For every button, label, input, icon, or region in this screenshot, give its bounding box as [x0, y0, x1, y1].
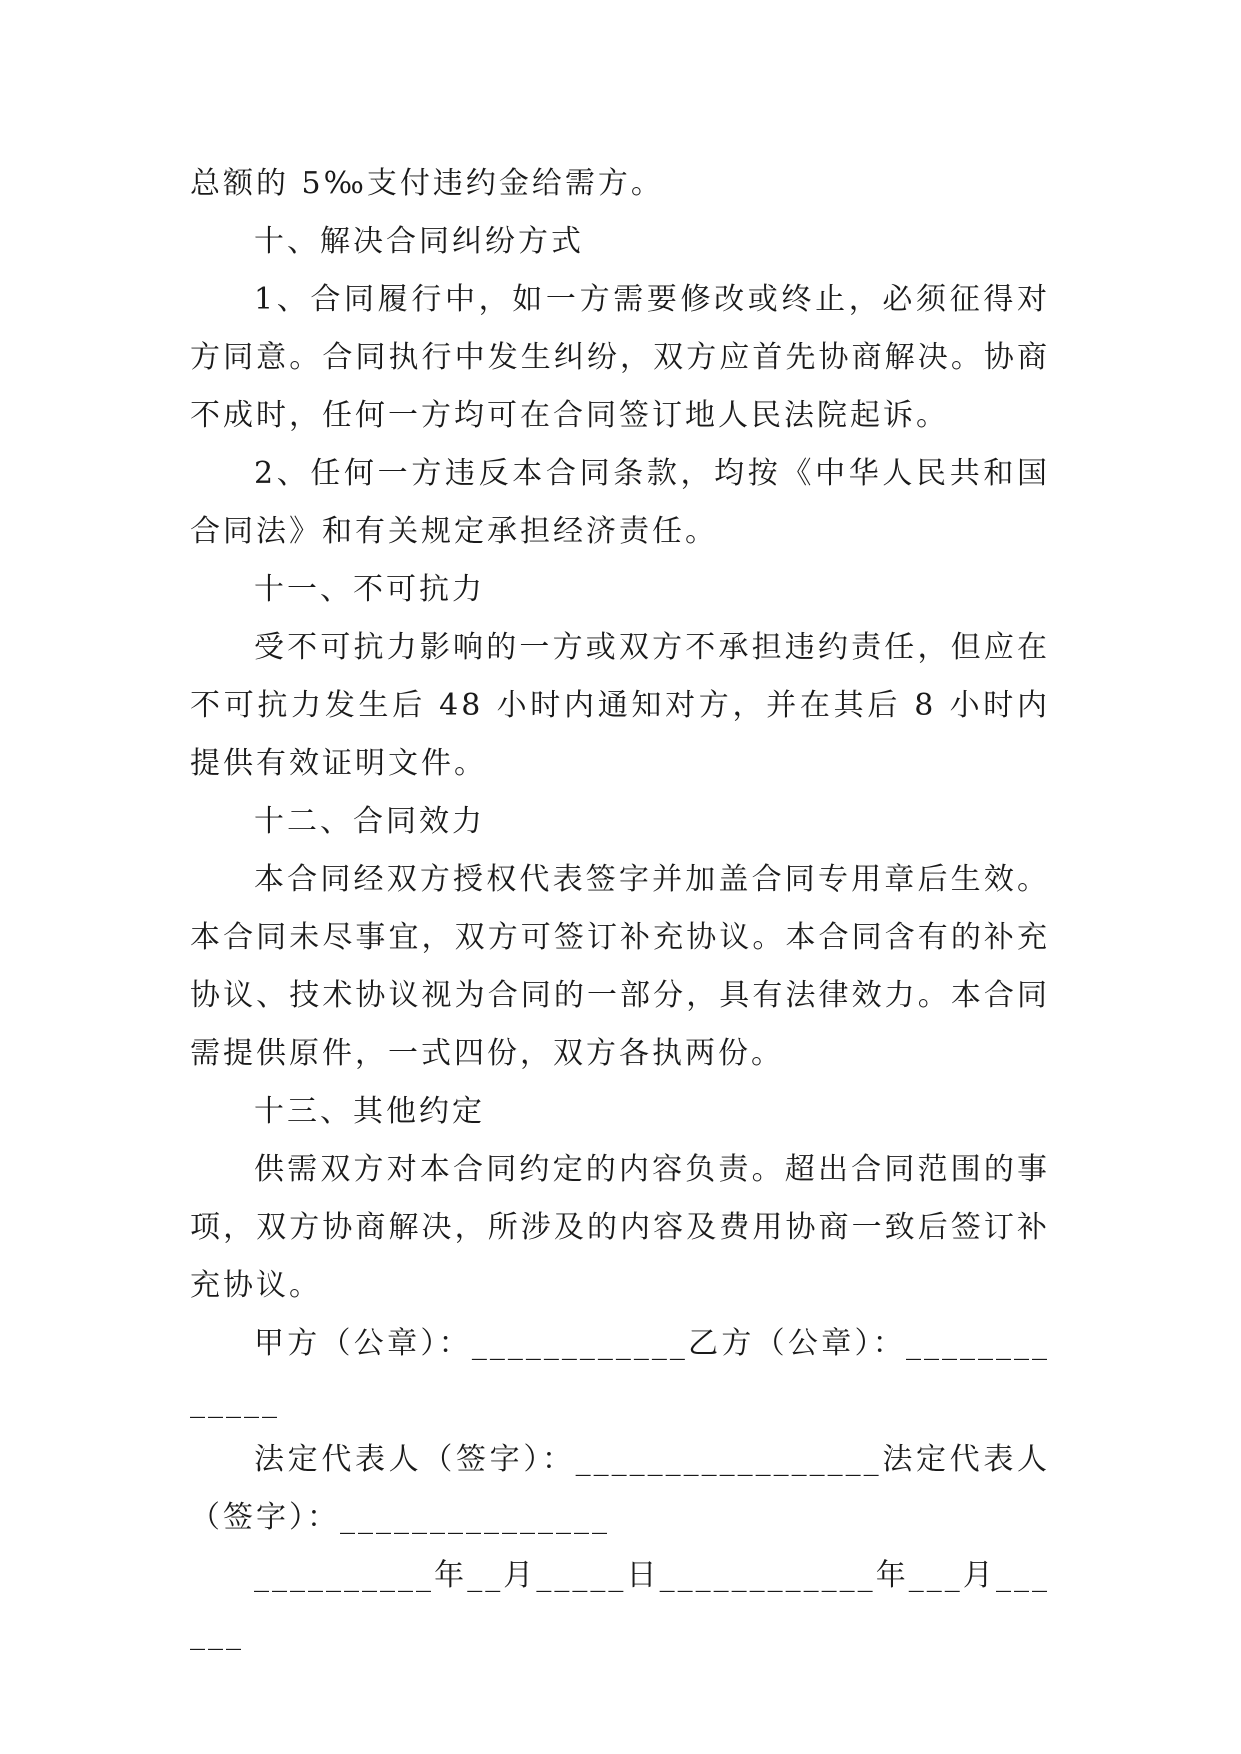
paragraph-contract-validity: 本合同经双方授权代表签字并加盖合同专用章后生效。本合同未尽事宜，双方可签订补充协议。本合同含有的补充协议、技术协议视为合同的一部分，具有法律效力。本合同需提供原件，一式四份，双方各执两份。 — [190, 862, 1050, 1071]
signature-line-seals: 甲方（公章）：____________乙方（公章）：_____________ — [190, 1326, 1050, 1419]
paragraph-penalty-end: 总额的 5‰支付违约金给需方。 — [190, 166, 664, 201]
document-body — [190, 155, 1050, 1663]
heading-dispute-resolution: 十、解决合同纠纷方式 — [254, 224, 584, 259]
paragraph-dispute-clause-2: 2、任何一方违反本合同条款，均按《中华人民共和国合同法》和有关规定承担经济责任。 — [190, 456, 1050, 549]
heading-contract-validity: 十二、合同效力 — [254, 804, 485, 839]
signature-line-dates: __________年__月_____日____________年___月______ — [190, 1558, 1050, 1651]
paragraph-force-majeure: 受不可抗力影响的一方或双方不承担违约责任，但应在不可抗力发生后 48 小时内通知对方，并在其后 8 小时内提供有效证明文件。 — [190, 630, 1050, 781]
signature-line-representatives: 法定代表人（签字）：_________________法定代表人（签字）：_______________ — [190, 1442, 1050, 1535]
paragraph-other-terms: 供需双方对本合同约定的内容负责。超出合同范围的事项，双方协商解决，所涉及的内容及费用协商一致后签订补充协议。 — [190, 1152, 1050, 1303]
paragraph-dispute-clause-1: 1、合同履行中，如一方需要修改或终止，必须征得对方同意。合同执行中发生纠纷，双方应首先协商解决。协商不成时，任何一方均可在合同签订地人民法院起诉。 — [190, 282, 1050, 433]
heading-other-terms: 十三、其他约定 — [254, 1094, 485, 1129]
heading-force-majeure: 十一、不可抗力 — [254, 572, 485, 607]
